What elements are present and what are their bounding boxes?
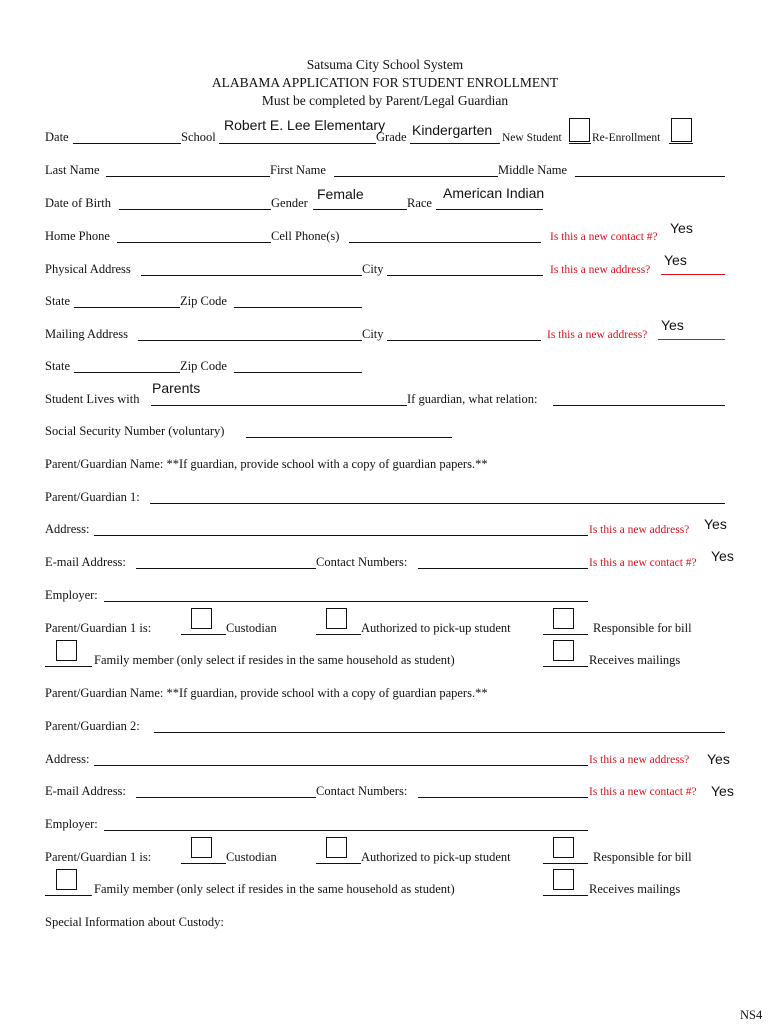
pg1-new-address-question: Is this a new address? <box>589 524 690 536</box>
pg2-name-field[interactable] <box>154 732 725 733</box>
mailing-city-label: City <box>362 327 384 341</box>
pg2-mailings-line <box>543 895 588 896</box>
reenrollment-line <box>669 143 693 144</box>
school-system-title: Satsuma City School System <box>306 57 464 72</box>
race-field[interactable]: American Indian <box>443 185 545 201</box>
physical-address-label: Physical Address <box>45 262 131 276</box>
pg2-custodian-label: Custodian <box>226 850 277 864</box>
pg2-responsible-label: Responsible for bill <box>593 850 692 864</box>
physical-new-address-field[interactable]: Yes <box>664 252 687 268</box>
pg1-new-contact-field[interactable]: Yes <box>711 548 734 564</box>
pg1-custodian-line <box>181 634 226 635</box>
new-contact-field[interactable]: Yes <box>670 220 693 236</box>
pg2-responsible-checkbox[interactable] <box>553 837 574 858</box>
pg1-mailings-checkbox[interactable] <box>553 640 574 661</box>
form-subtitle: Must be completed by Parent/Legal Guardian <box>261 93 509 108</box>
first-name-label: First Name <box>270 163 326 177</box>
date-field[interactable] <box>73 143 181 144</box>
pg1-family-checkbox[interactable] <box>56 640 77 661</box>
gender-field[interactable]: Female <box>317 186 364 202</box>
home-phone-field[interactable] <box>117 242 271 243</box>
pg2-responsible-line <box>543 863 588 864</box>
pg2-address-field[interactable] <box>94 765 588 766</box>
mailing-state-label: State <box>45 359 70 373</box>
pg2-employer-label: Employer: <box>45 817 98 831</box>
pg1-employer-label: Employer: <box>45 588 98 602</box>
school-field[interactable]: Robert E. Lee Elementary <box>224 117 386 133</box>
ssn-label: Social Security Number (voluntary) <box>45 424 225 438</box>
new-student-label: New Student <box>502 132 562 144</box>
physical-new-address-line <box>661 274 725 275</box>
physical-city-field[interactable] <box>387 275 543 276</box>
pg1-mailings-label: Receives mailings <box>589 653 681 667</box>
mailing-address-field[interactable] <box>138 340 362 341</box>
last-name-label: Last Name <box>45 163 100 177</box>
pg2-address-label: Address: <box>45 752 90 766</box>
pg1-custodian-checkbox[interactable] <box>191 608 212 629</box>
new-contact-question: Is this a new contact #? <box>550 231 658 243</box>
form-code: NS4 <box>740 1008 763 1022</box>
gender-label: Gender <box>271 196 308 210</box>
ssn-field[interactable] <box>246 437 452 438</box>
school-label: School <box>181 130 216 144</box>
pg2-authorized-label: Authorized to pick-up student <box>361 850 511 864</box>
middle-name-field[interactable] <box>575 176 725 177</box>
pg1-name-field[interactable] <box>150 503 725 504</box>
pg2-family-checkbox[interactable] <box>56 869 77 890</box>
pg2-is-label: Parent/Guardian 1 is: <box>45 850 152 864</box>
lives-with-label: Student Lives with <box>45 392 140 406</box>
mailing-address-label: Mailing Address <box>45 327 128 341</box>
pg2-mailings-label: Receives mailings <box>589 882 681 896</box>
middle-name-label: Middle Name <box>498 163 568 177</box>
pg1-address-label: Address: <box>45 522 90 536</box>
pg2-name-note: Parent/Guardian Name: **If guardian, provide school with a copy of guardian papers.** <box>45 686 488 700</box>
pg2-family-label: Family member (only select if resides in the same household as student) <box>94 882 455 896</box>
pg1-custodian-label: Custodian <box>226 621 277 635</box>
physical-zip-field[interactable] <box>234 307 362 308</box>
dob-label: Date of Birth <box>45 196 111 210</box>
pg2-name-label: Parent/Guardian 2: <box>45 719 140 733</box>
pg1-family-line <box>45 666 92 667</box>
pg2-email-label: E-mail Address: <box>45 784 126 798</box>
mailing-new-address-line <box>658 339 725 340</box>
pg2-new-contact-field[interactable]: Yes <box>711 783 734 799</box>
race-field-line <box>436 209 543 210</box>
pg1-authorized-checkbox[interactable] <box>326 608 347 629</box>
pg2-custodian-checkbox[interactable] <box>191 837 212 858</box>
pg2-employer-field[interactable] <box>104 830 588 831</box>
race-label: Race <box>407 196 432 210</box>
pg1-email-label: E-mail Address: <box>45 555 126 569</box>
new-student-line <box>569 143 591 144</box>
reenrollment-label: Re-Enrollment <box>592 132 661 144</box>
mailing-state-field[interactable] <box>74 372 180 373</box>
physical-city-label: City <box>362 262 384 276</box>
relation-label: If guardian, what relation: <box>407 392 538 406</box>
pg1-authorized-line <box>316 634 361 635</box>
pg1-new-contact-question: Is this a new contact #? <box>589 557 697 569</box>
form-title: ALABAMA APPLICATION FOR STUDENT ENROLLMENT <box>211 75 559 90</box>
gender-field-line <box>313 209 407 210</box>
pg1-name-label: Parent/Guardian 1: <box>45 490 140 504</box>
lives-with-field[interactable]: Parents <box>152 380 201 396</box>
home-phone-label: Home Phone <box>45 229 110 243</box>
last-name-field[interactable] <box>106 176 270 177</box>
date-label: Date <box>45 130 69 144</box>
physical-zip-label: Zip Code <box>180 294 227 308</box>
custody-label: Special Information about Custody: <box>45 915 224 929</box>
pg1-new-address-field[interactable]: Yes <box>704 516 727 532</box>
pg1-authorized-label: Authorized to pick-up student <box>361 621 511 635</box>
mailing-zip-label: Zip Code <box>180 359 227 373</box>
mailing-new-address-field[interactable]: Yes <box>661 317 684 333</box>
relation-field[interactable] <box>553 405 725 406</box>
pg1-family-label: Family member (only select if resides in the same household as student) <box>94 653 455 667</box>
pg2-new-address-question: Is this a new address? <box>589 754 690 766</box>
first-name-field[interactable] <box>334 176 498 177</box>
pg1-mailings-line <box>543 666 588 667</box>
pg2-contact-label: Contact Numbers: <box>316 784 408 798</box>
pg1-contact-field[interactable] <box>418 568 588 569</box>
pg2-authorized-line <box>316 863 361 864</box>
pg2-custodian-line <box>181 863 226 864</box>
pg1-contact-label: Contact Numbers: <box>316 555 408 569</box>
lives-with-field-line <box>151 405 407 406</box>
grade-label: Grade <box>376 130 407 144</box>
pg2-authorized-checkbox[interactable] <box>326 837 347 858</box>
pg1-responsible-checkbox[interactable] <box>553 608 574 629</box>
grade-field-line <box>410 143 500 144</box>
cell-phone-field[interactable] <box>349 242 541 243</box>
mailing-new-address-question: Is this a new address? <box>547 329 648 341</box>
pg2-new-contact-question: Is this a new contact #? <box>589 786 697 798</box>
pg2-new-address-field[interactable]: Yes <box>707 751 730 767</box>
reenrollment-checkbox[interactable] <box>671 118 692 142</box>
physical-address-field[interactable] <box>141 275 362 276</box>
pg1-name-note: Parent/Guardian Name: **If guardian, provide school with a copy of guardian papers.** <box>45 457 488 471</box>
grade-field[interactable]: Kindergarten <box>412 122 493 138</box>
pg1-responsible-line <box>543 634 588 635</box>
pg1-is-label: Parent/Guardian 1 is: <box>45 621 152 635</box>
physical-state-label: State <box>45 294 70 308</box>
school-field-line <box>219 143 376 144</box>
mailing-zip-field[interactable] <box>234 372 362 373</box>
pg1-employer-field[interactable] <box>104 601 588 602</box>
pg2-family-line <box>45 895 92 896</box>
new-student-checkbox[interactable] <box>569 118 590 142</box>
pg2-email-field[interactable] <box>136 797 316 798</box>
dob-field[interactable] <box>119 209 271 210</box>
pg2-mailings-checkbox[interactable] <box>553 869 574 890</box>
cell-phone-label: Cell Phone(s) <box>271 229 340 243</box>
physical-state-field[interactable] <box>74 307 180 308</box>
pg1-email-field[interactable] <box>136 568 316 569</box>
physical-new-address-question: Is this a new address? <box>550 264 651 276</box>
pg1-responsible-label: Responsible for bill <box>593 621 692 635</box>
pg1-address-field[interactable] <box>94 535 588 536</box>
mailing-city-field[interactable] <box>387 340 541 341</box>
pg2-contact-field[interactable] <box>418 797 588 798</box>
